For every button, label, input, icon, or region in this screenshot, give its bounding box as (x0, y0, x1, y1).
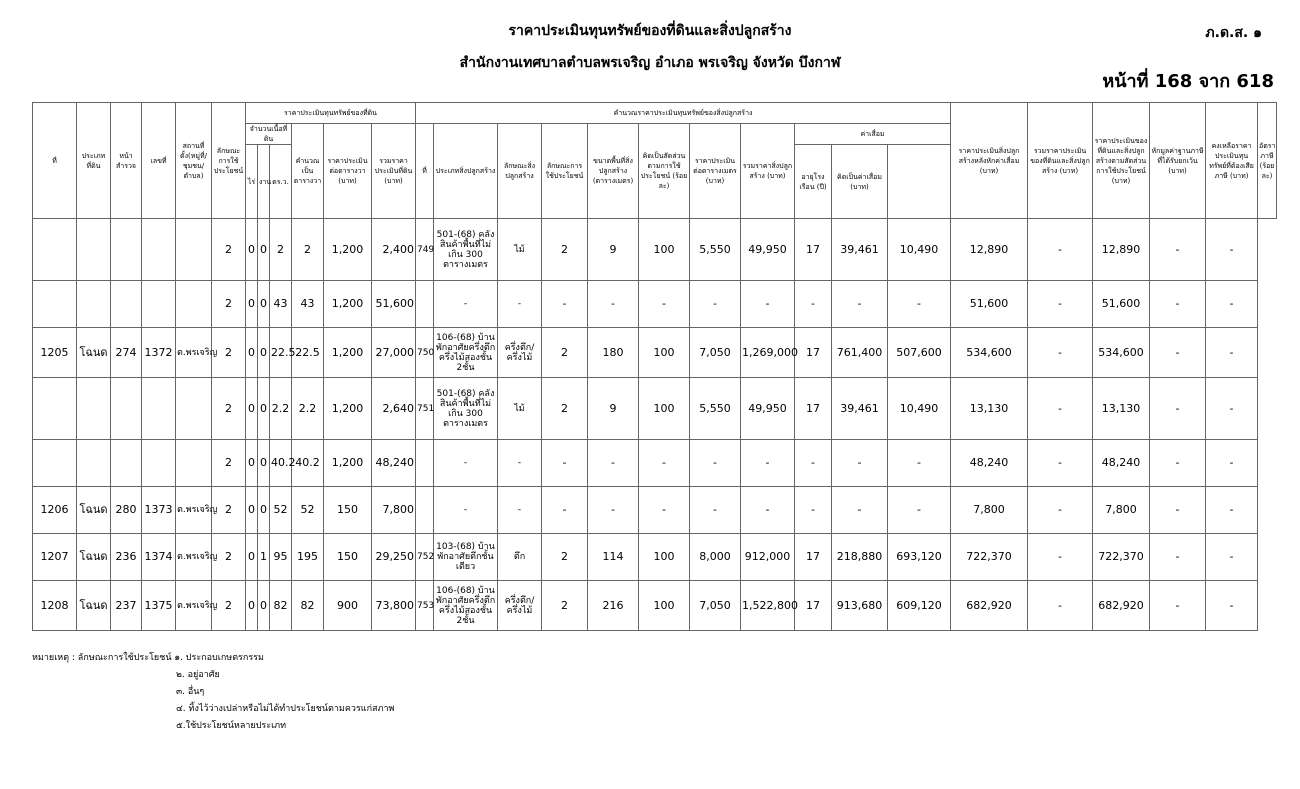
cell-loc (176, 440, 212, 487)
cell-bafter: - (888, 487, 951, 534)
col-ratio-value: ราคาประเมินของที่ดินและสิ่งปลูกสร้างตามสัดส่วนการใช้ประโยชน์ (บาท) (1093, 103, 1150, 219)
notes-label: หมายเหตุ : ลักษณะการใช้ประโยชน์ (32, 653, 172, 663)
cell-age: - (795, 281, 832, 328)
cell-docno (142, 281, 176, 328)
cell-pwa: 1,200 (324, 281, 372, 328)
cell-bno (416, 487, 434, 534)
cell-ngan: 0 (258, 581, 270, 631)
cell-pwa: 1,200 (324, 328, 372, 378)
cell-dtype: โฉนด (77, 487, 111, 534)
cell-ratio: - (1028, 534, 1093, 581)
cell-loc: ต.พรเจริญ (176, 328, 212, 378)
table-row (33, 581, 1277, 631)
footnotes (32, 650, 394, 735)
cell-ratio: - (1028, 487, 1093, 534)
cell-docno: 1373 (142, 487, 176, 534)
cell-btype: 501-(68) คลังสินค้าพื้นที่ไม่เกิน 300 ตารางเมตร (434, 219, 498, 281)
cell-grand: 682,920 (951, 581, 1028, 631)
cell-ltot: 27,000 (372, 328, 416, 378)
cell-rai: 0 (246, 219, 258, 281)
cell-loc: ต.พรเจริญ (176, 487, 212, 534)
cell-btype: 106-(68) บ้านพักอาศัยครึ่งตึกครึ่งไม้สองชั้น 2ชั้น (434, 581, 498, 631)
cell-remain: - (1150, 534, 1206, 581)
cell-btot: - (741, 487, 795, 534)
cell-btot: 1,522,800 (741, 581, 795, 631)
cell-btot: - (741, 440, 795, 487)
cell-bsize: 114 (588, 534, 639, 581)
cell-deduct: 722,370 (1093, 534, 1150, 581)
cell-btype: - (434, 281, 498, 328)
cell-bkind: ไม้ (498, 219, 542, 281)
cell-bkind: - (498, 281, 542, 328)
cell-bafter: 10,490 (888, 219, 951, 281)
col-grand-total: รวมราคาประเมินของที่ดินและสิ่งปลูกสร้าง (บาท) (1028, 103, 1093, 219)
cell-wa: 52 (270, 487, 292, 534)
cell-docno (142, 219, 176, 281)
form-code: ภ.ด.ส. ๑ (1205, 25, 1262, 41)
cell-dval: 39,461 (832, 378, 888, 440)
cell-dval: 761,400 (832, 328, 888, 378)
cell-btot: 1,269,000 (741, 328, 795, 378)
cell-ngan: 0 (258, 328, 270, 378)
cell-pwa: 900 (324, 581, 372, 631)
cell-no: 1205 (33, 328, 77, 378)
cell-btype: 501-(68) คลังสินค้าพื้นที่ไม่เกิน 300 ตารางเมตร (434, 378, 498, 440)
cell-rai: 0 (246, 487, 258, 534)
cell-bafter: 10,490 (888, 378, 951, 440)
col-no: ที่ (33, 103, 77, 219)
cell-age: 17 (795, 534, 832, 581)
col-building-usage: ลักษณะการใช้ประโยชน์ (542, 124, 588, 219)
cell-bpct: - (639, 487, 690, 534)
cell-grand: 13,130 (951, 378, 1028, 440)
cell-bsize: 9 (588, 219, 639, 281)
col-depr-value: คิดเป็นค่าเสื่อม (บาท) (832, 145, 888, 219)
cell-bkind: ครึ่งตึก/ครึ่งไม้ (498, 581, 542, 631)
cell-remain: - (1150, 440, 1206, 487)
cell-bno (416, 440, 434, 487)
cell-bkind: ครึ่งตึก/ครึ่งไม้ (498, 328, 542, 378)
cell-wa: 2 (270, 219, 292, 281)
cell-rai: 0 (246, 440, 258, 487)
col-building-kind: ลักษณะสิ่งปลูกสร้าง (498, 124, 542, 219)
cell-page (111, 281, 142, 328)
cell-use: 2 (212, 219, 246, 281)
table-row (33, 219, 1277, 281)
col-age: อายุโรงเรือน (ปี) (795, 145, 832, 219)
cell-btot: 49,950 (741, 378, 795, 440)
cell-ngan: 0 (258, 487, 270, 534)
cell-wa: 82 (270, 581, 292, 631)
cell-rai: 0 (246, 378, 258, 440)
cell-loc (176, 378, 212, 440)
cell-ltot: 73,800 (372, 581, 416, 631)
cell-use: 2 (212, 440, 246, 487)
page-subtitle: สำนักงานเทศบาลตำบลพรเจริญ อำเภอ พรเจริญ จังหวัด บึงกาฬ (459, 55, 841, 71)
cell-deduct: 682,920 (1093, 581, 1150, 631)
col-doc-type: ประเภทที่ดิน (77, 103, 111, 219)
cell-no (33, 440, 77, 487)
cell-buse: 2 (542, 378, 588, 440)
cell-bpm: 7,050 (690, 328, 741, 378)
cell-bpm: 8,000 (690, 534, 741, 581)
cell-ltot: 7,800 (372, 487, 416, 534)
cell-cwa: 40.2 (292, 440, 324, 487)
cell-bno (416, 281, 434, 328)
cell-page (111, 219, 142, 281)
cell-ltot: 29,250 (372, 534, 416, 581)
cell-grand: 722,370 (951, 534, 1028, 581)
cell-ratio: - (1028, 440, 1093, 487)
cell-ratio: - (1028, 328, 1093, 378)
cell-docno (142, 378, 176, 440)
cell-docno: 1372 (142, 328, 176, 378)
cell-age: 17 (795, 378, 832, 440)
cell-btype: - (434, 440, 498, 487)
cell-pwa: 1,200 (324, 219, 372, 281)
cell-cwa: 43 (292, 281, 324, 328)
cell-grand: 48,240 (951, 440, 1028, 487)
col-usage: ลักษณะการใช้ประโยชน์ (212, 103, 246, 219)
cell-docno: 1374 (142, 534, 176, 581)
cell-bafter: 507,600 (888, 328, 951, 378)
col-building-total: รวมราคาสิ่งปลูกสร้าง (บาท) (741, 124, 795, 219)
cell-bsize: - (588, 440, 639, 487)
cell-cwa: 22.5 (292, 328, 324, 378)
table-row (33, 534, 1277, 581)
cell-loc (176, 219, 212, 281)
cell-rai: 0 (246, 328, 258, 378)
col-calc-wa: คำนวณเป็นตารางวา (292, 124, 324, 219)
cell-no: 1206 (33, 487, 77, 534)
cell-bpct: 100 (639, 328, 690, 378)
col-ngan: งาน (258, 145, 270, 219)
cell-cwa: 52 (292, 487, 324, 534)
cell-buse: 2 (542, 328, 588, 378)
cell-deduct: 7,800 (1093, 487, 1150, 534)
col-building-price-m: ราคาประเมินต่อตารางเมตร (บาท) (690, 124, 741, 219)
cell-btot: - (741, 281, 795, 328)
cell-age: 17 (795, 581, 832, 631)
cell-loc: ต.พรเจริญ (176, 581, 212, 631)
cell-dval: 39,461 (832, 219, 888, 281)
cell-loc: ต.พรเจริญ (176, 534, 212, 581)
cell-remain: - (1150, 219, 1206, 281)
cell-buse: - (542, 487, 588, 534)
cell-bpct: 100 (639, 378, 690, 440)
cell-docno: 1375 (142, 581, 176, 631)
cell-deduct: 48,240 (1093, 440, 1150, 487)
cell-bpct: 100 (639, 219, 690, 281)
cell-dval: 913,680 (832, 581, 888, 631)
table-row (33, 440, 1277, 487)
cell-bpm: - (690, 487, 741, 534)
cell-bno: 752 (416, 534, 434, 581)
col-building-type: ประเภทสิ่งปลูกสร้าง (434, 124, 498, 219)
col-wa: ตร.ว. (270, 145, 292, 219)
assessment-table (32, 102, 1277, 631)
cell-buse: 2 (542, 219, 588, 281)
cell-dval: - (832, 281, 888, 328)
cell-ngan: 0 (258, 440, 270, 487)
cell-age: 17 (795, 219, 832, 281)
cell-page (111, 378, 142, 440)
page-title: ราคาประเมินทุนทรัพย์ของที่ดินและสิ่งปลูกสร้าง (508, 23, 792, 39)
cell-pwa: 150 (324, 534, 372, 581)
group-building: คำนวณราคาประเมินทุนทรัพย์ของสิ่งปลูกสร้าง (416, 103, 951, 124)
cell-bsize: 180 (588, 328, 639, 378)
cell-page: 237 (111, 581, 142, 631)
cell-bpm: 5,550 (690, 378, 741, 440)
cell-ngan: 0 (258, 219, 270, 281)
page-indicator: หน้าที่ 168 จาก 618 (1102, 71, 1274, 92)
cell-ratio: - (1028, 219, 1093, 281)
cell-rate: - (1206, 219, 1258, 281)
cell-bafter: 693,120 (888, 534, 951, 581)
cell-use: 2 (212, 378, 246, 440)
col-remaining: คงเหลือราคาประเมินทุนทรัพย์ที่ต้องเสียภาษี (บาท) (1206, 103, 1258, 219)
cell-bafter: 609,120 (888, 581, 951, 631)
cell-rate: - (1206, 581, 1258, 631)
cell-buse: - (542, 440, 588, 487)
cell-wa: 22.5 (270, 328, 292, 378)
cell-dval: 218,880 (832, 534, 888, 581)
cell-cwa: 82 (292, 581, 324, 631)
cell-cwa: 195 (292, 534, 324, 581)
cell-rate: - (1206, 487, 1258, 534)
col-survey-page: หน้าสำรวจ (111, 103, 142, 219)
cell-cwa: 2.2 (292, 378, 324, 440)
cell-pwa: 1,200 (324, 440, 372, 487)
cell-bno: 750 (416, 328, 434, 378)
cell-pwa: 150 (324, 487, 372, 534)
cell-dtype: โฉนด (77, 328, 111, 378)
cell-dtype (77, 440, 111, 487)
cell-ltot: 2,400 (372, 219, 416, 281)
cell-rate: - (1206, 440, 1258, 487)
cell-bpm: - (690, 440, 741, 487)
cell-use: 2 (212, 328, 246, 378)
cell-remain: - (1150, 581, 1206, 631)
cell-age: - (795, 487, 832, 534)
cell-remain: - (1150, 328, 1206, 378)
col-tax-rate: อัตราภาษี (ร้อยละ) (1258, 103, 1277, 219)
cell-no (33, 219, 77, 281)
cell-rai: 0 (246, 581, 258, 631)
cell-docno (142, 440, 176, 487)
cell-bno: 749 (416, 219, 434, 281)
cell-grand: 7,800 (951, 487, 1028, 534)
cell-buse: - (542, 281, 588, 328)
group-land-area: จำนวนเนื้อที่ดิน (246, 124, 292, 145)
cell-rai: 0 (246, 534, 258, 581)
cell-wa: 95 (270, 534, 292, 581)
col-land-total: รวมราคาประเมินที่ดิน (บาท) (372, 124, 416, 219)
col-price-per-wa: ราคาประเมินต่อตารางวา (บาท) (324, 124, 372, 219)
col-building-after-depr: ราคาประเมินสิ่งปลูกสร้างหลังหักค่าเสื่อม (บาท) (951, 103, 1028, 219)
col-rai: ไร่ (246, 145, 258, 219)
cell-dtype: โฉนด (77, 581, 111, 631)
cell-use: 2 (212, 487, 246, 534)
cell-bpm: 7,050 (690, 581, 741, 631)
cell-btype: 106-(68) บ้านพักอาศัยครึ่งตึกครึ่งไม้สองชั้น 2ชั้น (434, 328, 498, 378)
cell-btot: 49,950 (741, 219, 795, 281)
cell-use: 2 (212, 534, 246, 581)
cell-btype: 103-(68) บ้านพักอาศัยตึกชั้นเดียว (434, 534, 498, 581)
note-item-4: ๔. ทิ้งไว้ว่างเปล่าหรือไม่ได้ทำประโยชน์ตามควรแก่สภาพ (176, 704, 395, 714)
cell-dval: - (832, 487, 888, 534)
cell-age: 17 (795, 328, 832, 378)
cell-ratio: - (1028, 378, 1093, 440)
cell-rate: - (1206, 534, 1258, 581)
cell-ngan: 1 (258, 534, 270, 581)
col-depr-spacer (888, 145, 951, 219)
table-row (33, 328, 1277, 378)
cell-pwa: 1,200 (324, 378, 372, 440)
cell-ltot: 51,600 (372, 281, 416, 328)
cell-no (33, 281, 77, 328)
cell-bafter: - (888, 281, 951, 328)
cell-bpct: 100 (639, 581, 690, 631)
cell-bpm: 5,550 (690, 219, 741, 281)
cell-bkind: - (498, 487, 542, 534)
cell-bpm: - (690, 281, 741, 328)
cell-bpct: - (639, 440, 690, 487)
table-body (33, 219, 1277, 631)
cell-bkind: ไม้ (498, 378, 542, 440)
cell-remain: - (1150, 281, 1206, 328)
cell-dtype: โฉนด (77, 534, 111, 581)
cell-remain: - (1150, 378, 1206, 440)
cell-use: 2 (212, 281, 246, 328)
cell-grand: 51,600 (951, 281, 1028, 328)
group-land: ราคาประเมินทุนทรัพย์ของที่ดิน (246, 103, 416, 124)
cell-bno: 753 (416, 581, 434, 631)
cell-cwa: 2 (292, 219, 324, 281)
cell-no: 1207 (33, 534, 77, 581)
cell-bkind: ตึก (498, 534, 542, 581)
table-row (33, 281, 1277, 328)
cell-bno: 751 (416, 378, 434, 440)
cell-grand: 12,890 (951, 219, 1028, 281)
table-row (33, 487, 1277, 534)
cell-dtype (77, 378, 111, 440)
col-doc-no: เลขที่ (142, 103, 176, 219)
group-depreciation: ค่าเสื่อม (795, 124, 951, 145)
cell-no (33, 378, 77, 440)
cell-rai: 0 (246, 281, 258, 328)
cell-no: 1208 (33, 581, 77, 631)
cell-btot: 912,000 (741, 534, 795, 581)
cell-rate: - (1206, 328, 1258, 378)
table-row (33, 378, 1277, 440)
note-item-3: ๓. อื่นๆ (176, 687, 205, 697)
note-item-5: ๕.ใช้ประโยชน์หลายประเภท (176, 721, 287, 731)
cell-ngan: 0 (258, 378, 270, 440)
col-deduction: หักมูลค่าฐานภาษีที่ได้รับยกเว้น (บาท) (1150, 103, 1206, 219)
cell-wa: 40.2 (270, 440, 292, 487)
cell-ngan: 0 (258, 281, 270, 328)
cell-bsize: 9 (588, 378, 639, 440)
cell-ltot: 2,640 (372, 378, 416, 440)
cell-dtype (77, 281, 111, 328)
cell-bsize: - (588, 281, 639, 328)
cell-bsize: - (588, 487, 639, 534)
note-item-1: ๑. ประกอบเกษตรกรรม (174, 653, 264, 663)
cell-loc (176, 281, 212, 328)
cell-grand: 534,600 (951, 328, 1028, 378)
cell-remain: - (1150, 487, 1206, 534)
cell-btype: - (434, 487, 498, 534)
cell-ratio: - (1028, 281, 1093, 328)
col-building-no: ที่ (416, 124, 434, 219)
cell-dtype (77, 219, 111, 281)
header-row-1 (33, 103, 1277, 124)
cell-buse: 2 (542, 581, 588, 631)
cell-bsize: 216 (588, 581, 639, 631)
col-location: สถานที่ตั้ง(หมู่ที่/ชุมชน/ตำบล) (176, 103, 212, 219)
cell-page: 236 (111, 534, 142, 581)
cell-ratio: - (1028, 581, 1093, 631)
cell-buse: 2 (542, 534, 588, 581)
cell-deduct: 12,890 (1093, 219, 1150, 281)
cell-deduct: 534,600 (1093, 328, 1150, 378)
cell-rate: - (1206, 281, 1258, 328)
cell-deduct: 13,130 (1093, 378, 1150, 440)
cell-page: 274 (111, 328, 142, 378)
col-building-percent: คิดเป็นสัดส่วนตามการใช้ประโยชน์ (ร้อยละ) (639, 124, 690, 219)
cell-bpct: 100 (639, 534, 690, 581)
cell-age: - (795, 440, 832, 487)
cell-bpct: - (639, 281, 690, 328)
cell-page (111, 440, 142, 487)
cell-bafter: - (888, 440, 951, 487)
col-building-size: ขนาดพื้นที่สิ่งปลูกสร้าง (ตารางเมตร) (588, 124, 639, 219)
note-item-2: ๒. อยู่อาศัย (176, 670, 220, 680)
cell-ltot: 48,240 (372, 440, 416, 487)
cell-deduct: 51,600 (1093, 281, 1150, 328)
cell-rate: - (1206, 378, 1258, 440)
cell-wa: 43 (270, 281, 292, 328)
cell-use: 2 (212, 581, 246, 631)
cell-wa: 2.2 (270, 378, 292, 440)
cell-bkind: - (498, 440, 542, 487)
cell-dval: - (832, 440, 888, 487)
cell-page: 280 (111, 487, 142, 534)
